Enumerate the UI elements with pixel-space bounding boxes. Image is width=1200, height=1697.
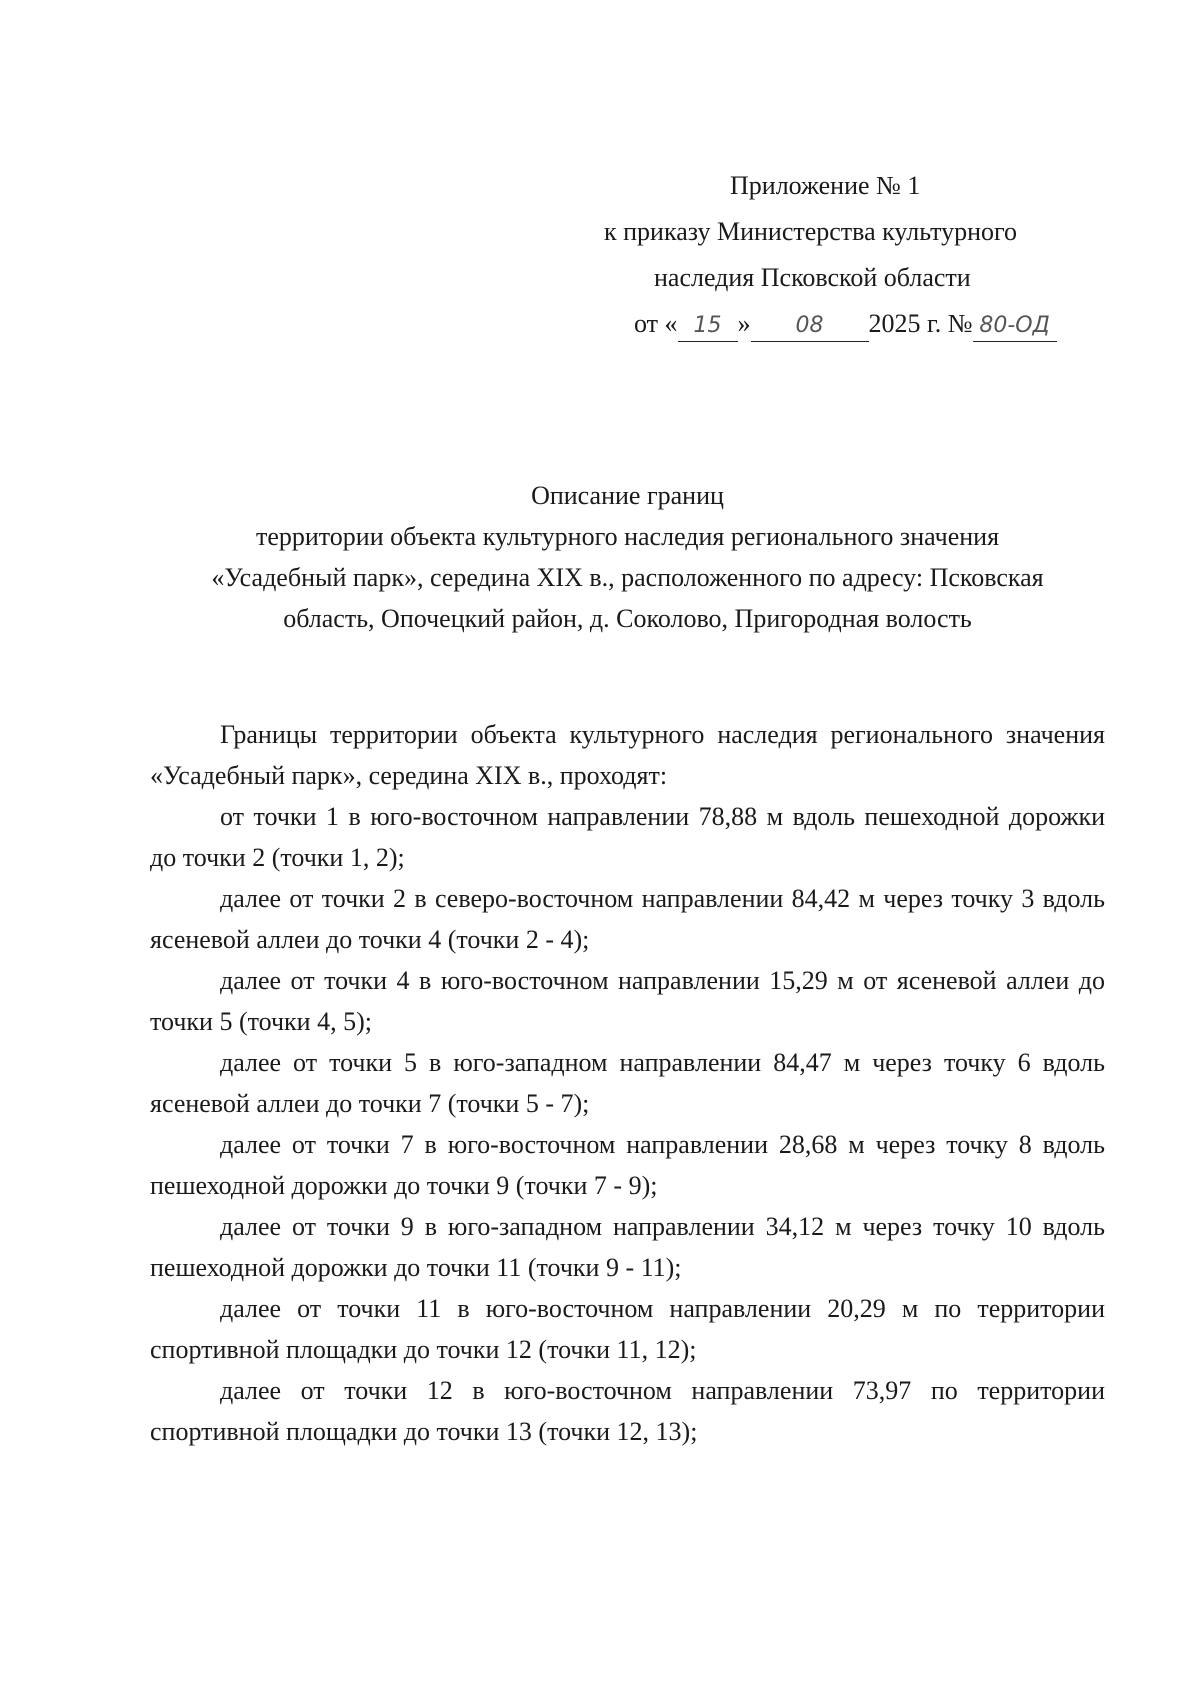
date-prefix: от « xyxy=(634,309,678,338)
document-body xyxy=(150,714,1105,1452)
date-mid: » xyxy=(737,309,751,338)
boundary-point-paragraph: далее от точки 5 в юго-западном направлении 84,47 м через точку 6 вдоль ясеневой аллеи до точки 7 (точки 5 - 7); xyxy=(150,1048,1105,1118)
intro-paragraph: Границы территории объекта культурного наследия регионального значения «Усадебный парк», середина XIX в., проходят: xyxy=(150,720,1105,790)
appendix-date-line xyxy=(540,301,1140,347)
title-line-2: территории объекта культурного наследия регионального значения xyxy=(255,522,1000,551)
appendix-header xyxy=(540,163,1140,347)
appendix-title: Приложение № 1 xyxy=(730,171,921,200)
date-month-handwritten: 08 xyxy=(751,311,869,342)
boundary-point-paragraph: далее от точки 7 в юго-восточном направлении 28,68 м через точку 8 вдоль пешеходной дорожки до точки 9 (точки 7 - 9); xyxy=(150,1130,1105,1200)
boundary-point-paragraph: далее от точки 2 в северо-восточном направлении 84,42 м через точку 3 вдоль ясеневой аллеи до точки 4 (точки 2 - 4); xyxy=(150,884,1105,954)
date-year-no: 2025 г. № xyxy=(868,309,973,338)
title-line-3: «Усадебный парк», середина XIX в., расположенного по адресу: Псковская xyxy=(211,563,1044,592)
order-number-handwritten: 80-ОД xyxy=(973,311,1057,342)
date-day-handwritten: 15 xyxy=(678,311,738,342)
boundary-point-paragraph: далее от точки 4 в юго-восточном направлении 15,29 м от ясеневой аллеи до точки 5 (точки 4, 5); xyxy=(150,966,1105,1036)
boundary-point-paragraph: далее от точки 9 в юго-западном направлении 34,12 м через точку 10 вдоль пешеходной дорожки до точки 11 (точки 9 - 11); xyxy=(150,1212,1105,1282)
boundary-point-paragraph: далее от точки 11 в юго-восточном направлении 20,29 м по территории спортивной площадки до точки 12 (точки 11, 12); xyxy=(150,1294,1105,1364)
document-title xyxy=(150,475,1105,639)
appendix-ministry: наследия Псковской области xyxy=(654,263,971,292)
appendix-order-ref: к приказу Министерства культурного xyxy=(604,217,1018,246)
boundary-point-paragraph: от точки 1 в юго-восточном направлении 78,88 м вдоль пешеходной дорожки до точки 2 (точки 1, 2); xyxy=(150,802,1105,872)
title-line-1: Описание границ xyxy=(531,481,724,510)
title-line-4: область, Опочецкий район, д. Соколово, Пригородная волость xyxy=(283,604,972,633)
boundary-point-paragraph: далее от точки 12 в юго-восточном направлении 73,97 по территории спортивной площадки до точки 13 (точки 12, 13); xyxy=(150,1376,1105,1446)
